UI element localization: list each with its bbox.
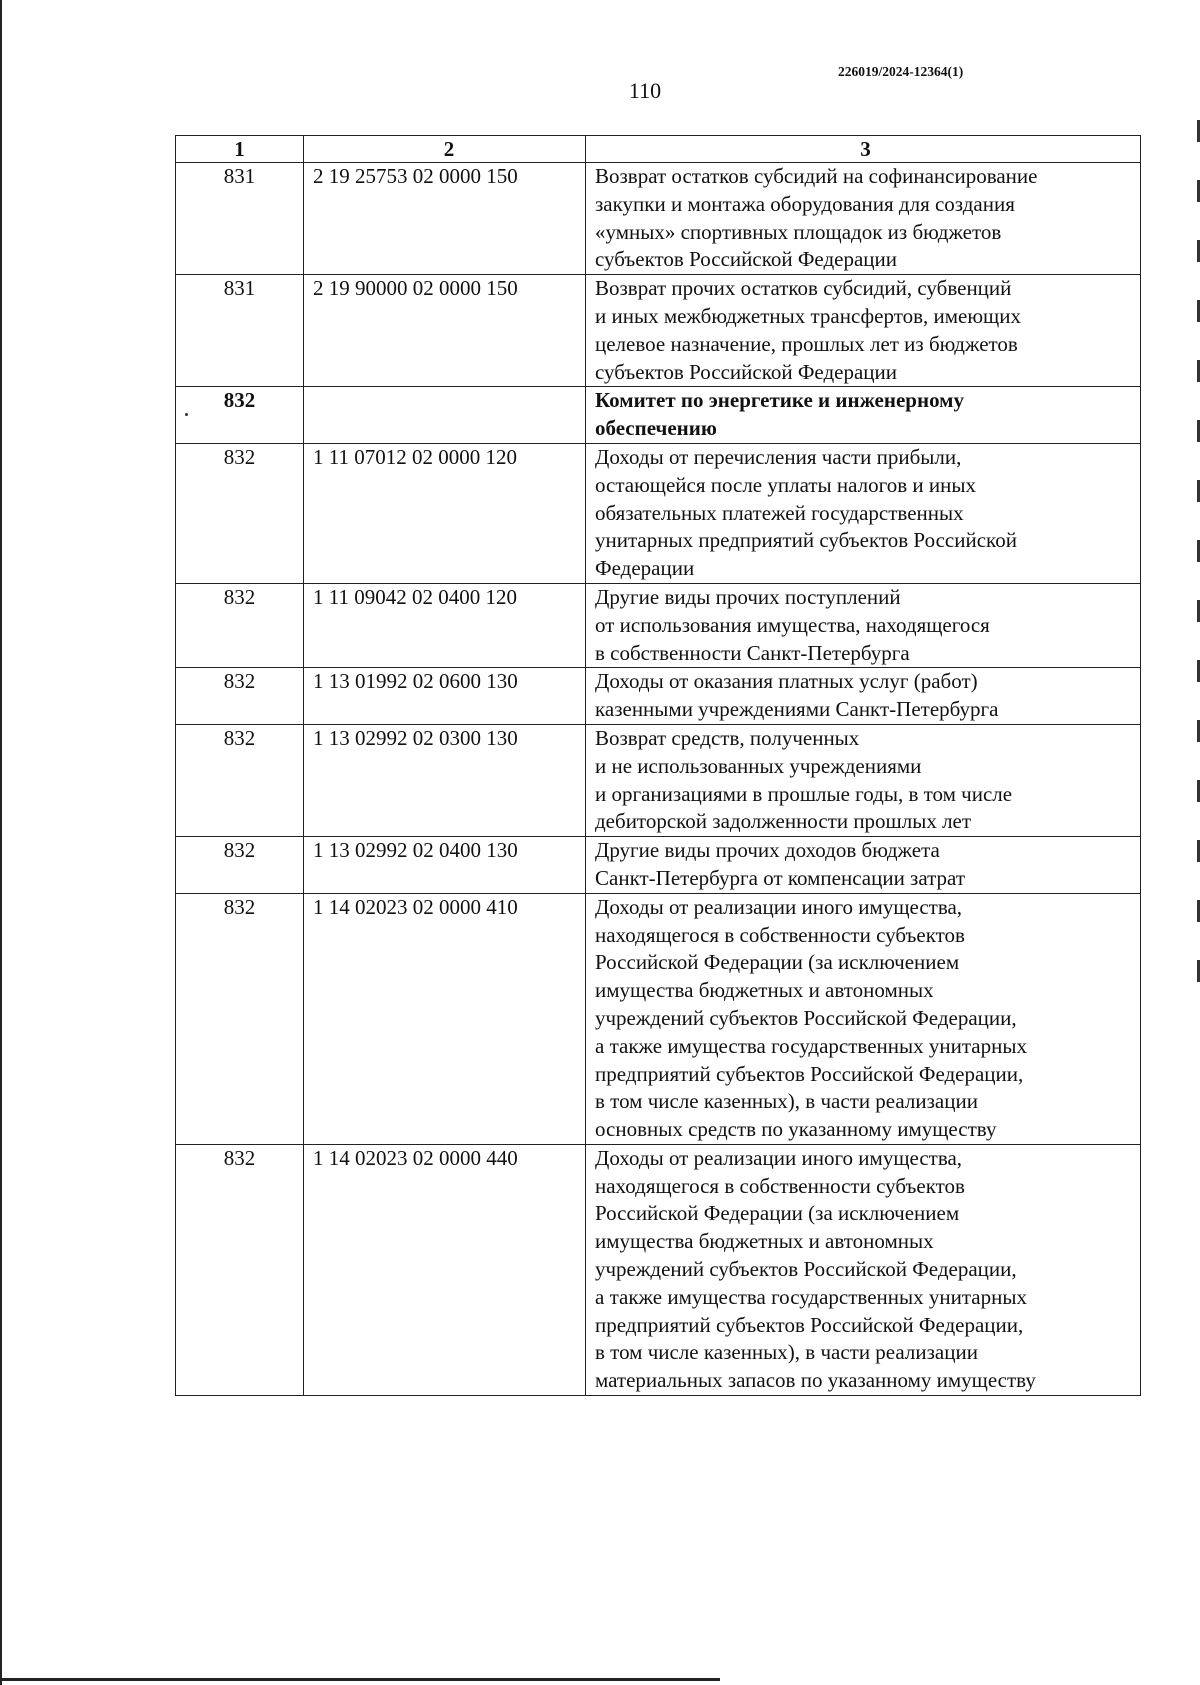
revenue-name-cell <box>586 275 1141 387</box>
revenue-name-line: унитарных предприятий субъектов Российской <box>595 528 1017 553</box>
revenue-name-line: обязательных платежей государственных <box>595 500 964 525</box>
revenue-name-line: от использования имущества, находящегося <box>595 612 990 637</box>
revenue-name-line: Возврат остатков субсидий на софинансирование <box>595 164 1038 188</box>
scan-bottom-edge <box>0 1678 720 1681</box>
revenue-name-line: Комитет по энергетике и инженерному <box>595 388 964 413</box>
admin-code-cell: 832 <box>176 583 304 667</box>
revenue-name-line: и иных межбюджетных трансфертов, имеющих <box>595 303 1021 328</box>
admin-code-cell: 832 <box>176 1144 304 1395</box>
revenue-name-line: Российской Федерации (за исключением <box>595 1201 960 1226</box>
revenue-name-line: Доходы от оказания платных услуг (работ) <box>595 669 978 694</box>
revenue-name-line: и организациями в прошлые годы, в том числе <box>595 781 1013 806</box>
table-row <box>176 724 1141 836</box>
revenue-name-line: остающейся после уплаты налогов и иных <box>595 472 976 497</box>
revenue-name-line: основных средств по указанному имуществу <box>595 1117 997 1142</box>
revenue-name-line: Доходы от реализации иного имущества, <box>595 1145 963 1170</box>
revenue-name-cell <box>586 668 1141 725</box>
revenue-name-line: дебиторской задолженности прошлых лет <box>595 809 972 834</box>
revenue-name-line: и не использованных учреждениями <box>595 753 922 778</box>
revenue-codes-table <box>175 135 1141 1396</box>
revenue-name-cell <box>586 387 1141 444</box>
budget-code-cell: 1 14 02023 02 0000 440 <box>304 1144 586 1395</box>
admin-code-cell: 832 <box>176 387 304 444</box>
budget-code-cell: 1 11 09042 02 0400 120 <box>304 583 586 667</box>
admin-code-cell: 832 <box>176 443 304 583</box>
revenue-name-line: материальных запасов по указанному имуществу <box>595 1368 1036 1393</box>
revenue-name-line: в том числе казенных), в части реализации <box>595 1089 978 1114</box>
table-row <box>176 443 1141 583</box>
table-row <box>176 583 1141 667</box>
revenue-name-line: Другие виды прочих доходов бюджета <box>595 838 940 863</box>
revenue-name-line: находящегося в собственности субъектов <box>595 1173 965 1198</box>
budget-code-cell: 1 14 02023 02 0000 410 <box>304 893 586 1144</box>
revenue-name-cell <box>586 893 1141 1144</box>
revenue-name-cell <box>586 724 1141 836</box>
revenue-name-line: закупки и монтажа оборудования для создания <box>595 191 1015 216</box>
revenue-name-line: а также имущества государственных унитарных <box>595 1284 1027 1309</box>
revenue-name-line: Федерации <box>595 556 695 581</box>
budget-code-cell <box>304 387 586 444</box>
budget-code-cell: 1 13 01992 02 0600 130 <box>304 668 586 725</box>
revenue-name-line: Другие виды прочих поступлений <box>595 584 901 609</box>
budget-code-cell: 1 11 07012 02 0000 120 <box>304 443 586 583</box>
revenue-name-line: предприятий субъектов Российской Федерации, <box>595 1061 1024 1086</box>
admin-code-cell: 832 <box>176 893 304 1144</box>
revenue-name-line: находящегося в собственности субъектов <box>595 922 965 947</box>
revenue-name-line: Возврат средств, полученных <box>595 725 860 750</box>
revenue-name-line: в том числе казенных), в части реализации <box>595 1340 978 1365</box>
revenue-name-line: Российской Федерации (за исключением <box>595 950 960 975</box>
table-row <box>176 837 1141 894</box>
admin-code-cell: 832 <box>176 837 304 894</box>
table-row <box>176 275 1141 387</box>
table-row <box>176 1144 1141 1395</box>
revenue-name-line: Доходы от реализации иного имущества, <box>595 894 963 919</box>
revenue-name-line: обеспечению <box>595 416 717 441</box>
revenue-name-line: Санкт-Петербурга от компенсации затрат <box>595 865 966 890</box>
revenue-name-cell <box>586 163 1141 275</box>
revenue-name-line: имущества бюджетных и автономных <box>595 1229 934 1254</box>
column-header-2: 2 <box>304 136 586 163</box>
table-header-row <box>176 136 1141 163</box>
revenue-name-line: учреждений субъектов Российской Федерации, <box>595 1257 1017 1282</box>
admin-code-cell: 832 <box>176 724 304 836</box>
page-number: 110 <box>628 78 662 103</box>
revenue-name-line: в собственности Санкт-Петербурга <box>595 640 910 665</box>
revenue-name-line: субъектов Российской Федерации <box>595 359 898 384</box>
admin-code-cell: 831 <box>176 275 304 387</box>
revenue-name-line: учреждений субъектов Российской Федерации, <box>595 1005 1017 1030</box>
column-header-1: 1 <box>176 136 304 163</box>
table-row <box>176 387 1141 444</box>
revenue-name-line: имущества бюджетных и автономных <box>595 978 934 1003</box>
table-row <box>176 163 1141 275</box>
revenue-name-line: а также имущества государственных унитарных <box>595 1033 1027 1058</box>
revenue-name-line: «умных» спортивных площадок из бюджетов <box>595 219 1002 244</box>
revenue-name-cell <box>586 583 1141 667</box>
admin-code-cell: 832 <box>176 668 304 725</box>
table-row <box>176 668 1141 725</box>
table-body <box>176 163 1141 1396</box>
revenue-name-line: целевое назначение, прошлых лет из бюджетов <box>595 331 1018 356</box>
budget-code-cell: 2 19 90000 02 0000 150 <box>304 275 586 387</box>
column-header-3: 3 <box>586 136 1141 163</box>
budget-code-cell: 1 13 02992 02 0400 130 <box>304 837 586 894</box>
revenue-name-line: субъектов Российской Федерации <box>595 247 898 272</box>
revenue-name-line: предприятий субъектов Российской Федерации, <box>595 1312 1024 1337</box>
admin-code-cell: 831 <box>176 163 304 275</box>
revenue-name-line: Доходы от перечисления части прибыли, <box>595 444 962 469</box>
budget-code-cell: 1 13 02992 02 0300 130 <box>304 724 586 836</box>
budget-code-cell: 2 19 25753 02 0000 150 <box>304 163 586 275</box>
revenue-name-cell <box>586 837 1141 894</box>
document-id: 226019/2024-12364(1) <box>838 64 964 79</box>
revenue-name-cell <box>586 443 1141 583</box>
revenue-name-cell <box>586 1144 1141 1395</box>
revenue-name-line: казенными учреждениями Санкт-Петербурга <box>595 697 999 722</box>
table-row <box>176 893 1141 1144</box>
revenue-name-line: Возврат прочих остатков субсидий, субвенций <box>595 276 1012 301</box>
scan-left-edge <box>0 0 2 1685</box>
